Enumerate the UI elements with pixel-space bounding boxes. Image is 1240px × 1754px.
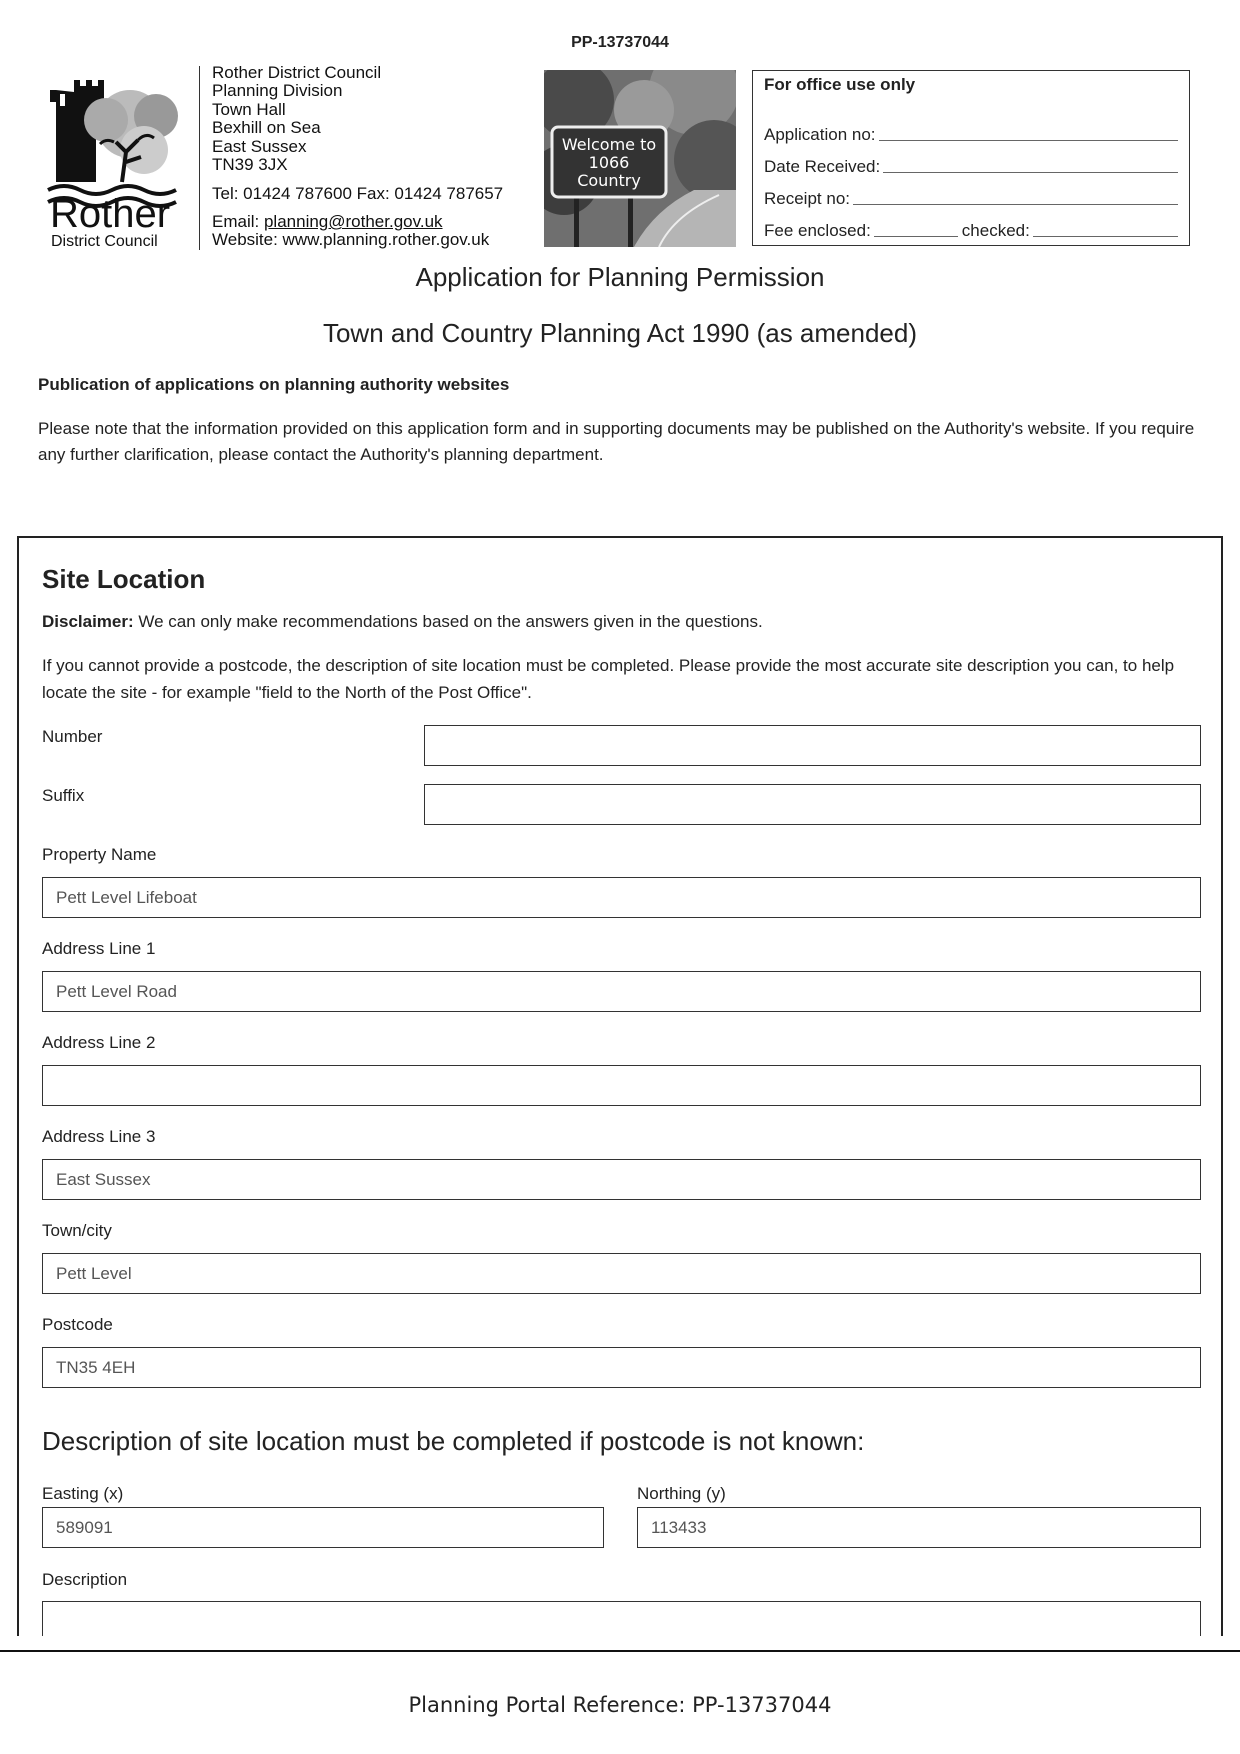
disclaimer-text: We can only make recommendations based on the answers given in the questions. <box>133 612 763 631</box>
sign-text: Country <box>577 171 641 190</box>
address-line: TN39 3JX <box>212 155 288 175</box>
office-fee <box>764 221 1178 241</box>
northing-input[interactable] <box>637 1507 1201 1548</box>
sign-text: Welcome to <box>561 135 657 154</box>
field-value: TN35 4EH <box>56 1358 136 1377</box>
publication-text: Please note that the information provided on this application form and in supporting documents may be published on the Authority's website. If you require any further clarification, please contact the Authority's planning department. <box>38 419 1195 464</box>
logo-wordmark: Rother <box>50 192 171 236</box>
office-use-box <box>752 70 1190 246</box>
number-label: Number <box>42 727 103 746</box>
suffix-input[interactable] <box>424 784 1201 825</box>
office-date-received <box>764 157 1178 177</box>
phone-fax: Tel: 01424 787600 Fax: 01424 787657 <box>212 184 504 203</box>
description-textarea[interactable] <box>42 1601 1201 1636</box>
council-address <box>212 64 381 174</box>
description-label: Description <box>42 1570 128 1589</box>
office-blank <box>874 235 958 237</box>
footer-reference: Planning Portal Reference: PP-13737044 <box>408 1693 832 1717</box>
field-value: 589091 <box>56 1518 113 1537</box>
disclaimer-label: Disclaimer: <box>42 612 134 631</box>
address-line: East Sussex <box>212 136 307 156</box>
number-input[interactable] <box>424 725 1201 766</box>
office-label: Date Received: <box>764 157 881 176</box>
field-value: Pett Level Lifeboat <box>56 888 197 907</box>
office-label: Fee enclosed: <box>764 221 871 240</box>
reference-number: PP-13737044 <box>571 34 669 51</box>
town-input[interactable] <box>42 1253 1201 1294</box>
email-label: Email: <box>212 212 264 231</box>
website-line: Website: www.planning.rother.gov.uk <box>212 230 490 249</box>
form-subtitle: Town and Country Planning Act 1990 (as amended) <box>322 318 918 348</box>
logo-subtitle: District Council <box>51 233 158 250</box>
disclaimer <box>42 612 763 632</box>
suffix-label: Suffix <box>42 786 85 805</box>
office-blank <box>883 171 1178 173</box>
address-line: Planning Division <box>212 81 343 101</box>
section-title: Site Location <box>42 564 206 594</box>
site-location-section <box>17 536 1223 1636</box>
office-blank <box>1033 235 1178 237</box>
office-receipt-no <box>764 189 1178 209</box>
postcode-input[interactable] <box>42 1347 1201 1388</box>
easting-input[interactable] <box>42 1507 604 1548</box>
field-value: 113433 <box>651 1518 707 1537</box>
description-heading: Description of site location must be completed if postcode is not known: <box>42 1426 865 1456</box>
easting-label: Easting (x) <box>42 1484 124 1503</box>
address-line: Rother District Council <box>212 63 382 82</box>
sign-text: 1066 <box>588 153 630 172</box>
welcome-sign-photo <box>544 70 736 247</box>
office-application-no <box>764 125 1178 145</box>
office-use-title: For office use only <box>764 75 916 94</box>
property-name-label: Property Name <box>42 845 157 864</box>
address-line-2-input[interactable] <box>42 1065 1201 1106</box>
address-line: Town Hall <box>212 99 286 119</box>
field-value: Pett Level Road <box>56 982 177 1001</box>
office-blank <box>879 139 1178 141</box>
postcode-label: Postcode <box>42 1315 113 1334</box>
field-value: Pett Level <box>56 1264 132 1283</box>
office-label: Receipt no: <box>764 189 850 208</box>
address-line-3-input[interactable] <box>42 1159 1201 1200</box>
field-value: East Sussex <box>56 1170 151 1189</box>
footer-divider <box>0 1650 1240 1652</box>
office-label: Application no: <box>764 125 876 144</box>
email-link[interactable]: planning@rother.gov.uk <box>263 212 443 231</box>
town-label: Town/city <box>42 1221 112 1240</box>
office-label: checked: <box>961 221 1030 240</box>
property-name-input[interactable] <box>42 877 1201 918</box>
office-blank <box>853 203 1178 205</box>
address-line: Bexhill on Sea <box>212 118 321 138</box>
site-intro-text: If you cannot provide a postcode, the description of site location must be completed. Please provide the most accurate site description you can, to help locate the site - for example "field to the North of the Post Office". <box>42 656 1175 702</box>
header-divider <box>199 66 200 250</box>
form-title: Application for Planning Permission <box>415 262 825 292</box>
email-line <box>212 212 443 232</box>
northing-label: Northing (y) <box>637 1484 726 1503</box>
address-line-1-label: Address Line 1 <box>42 939 156 958</box>
publication-heading: Publication of applications on planning authority websites <box>38 375 510 394</box>
address-line-3-label: Address Line 3 <box>42 1127 156 1146</box>
address-line-1-input[interactable] <box>42 971 1201 1012</box>
address-line-2-label: Address Line 2 <box>42 1033 156 1052</box>
